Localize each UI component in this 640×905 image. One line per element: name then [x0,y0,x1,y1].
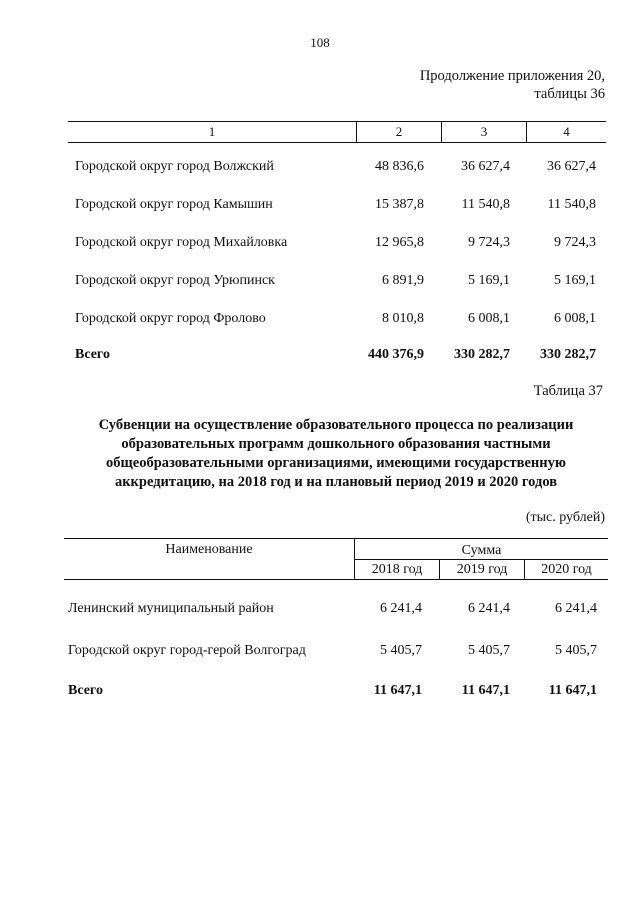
header-year-2020: 2020 год [541,562,592,577]
table-number: Таблица 37 [533,383,603,399]
units-note: (тыс. рублей) [525,510,605,525]
table36-header [68,121,606,143]
table-total-row [0,347,640,367]
total-2020: 330 282,7 [540,347,596,362]
value-2020: 5 405,7 [555,643,597,658]
table-row [0,197,640,217]
value-2018: 15 387,8 [375,197,424,212]
table-row [0,273,640,293]
total-2018: 11 647,1 [373,683,422,698]
total-2019: 11 647,1 [461,683,510,698]
value-2018: 6 891,9 [382,273,424,288]
table36-col-2: 2 [357,122,442,142]
value-2020: 36 627,4 [547,159,596,174]
value-2020: 9 724,3 [554,235,596,250]
value-2019: 36 627,4 [461,159,510,174]
table-row [0,311,640,331]
value-2019: 6 008,1 [468,311,510,326]
value-2019: 6 241,4 [468,601,510,616]
title-line: образовательных программ дошкольного образования частными [121,436,551,452]
continuation-line-2: таблицы 36 [534,86,605,102]
value-2018: 12 965,8 [375,235,424,250]
value-2019: 11 540,8 [461,197,510,212]
total-2020: 11 647,1 [548,683,597,698]
row-name: Городской округ город-герой Волгоград [68,643,306,658]
row-name: Городской округ город Фролово [75,311,266,326]
table37-header [64,538,608,580]
table-row [0,643,640,663]
row-name: Городской округ город Волжский [75,159,274,174]
table-total-row [0,683,640,703]
value-2018: 48 836,6 [375,159,424,174]
value-2020: 5 169,1 [554,273,596,288]
row-name: Городской округ город Урюпинск [75,273,275,288]
table36-col-3: 3 [442,122,527,142]
value-2019: 9 724,3 [468,235,510,250]
value-2018: 5 405,7 [380,643,422,658]
value-2018: 6 241,4 [380,601,422,616]
page-number: 108 [310,35,330,50]
total-label: Всего [75,347,110,362]
continuation-note [420,67,605,103]
value-2018: 8 010,8 [382,311,424,326]
table-title [60,416,612,492]
value-2019: 5 169,1 [468,273,510,288]
value-2020: 11 540,8 [547,197,596,212]
total-2018: 440 376,9 [368,347,424,362]
title-line: общеобразовательными организациями, имеющими государственную [106,455,566,471]
table-row [0,601,640,621]
header-year-2018: 2018 год [355,560,440,579]
header-year-2019: 2019 год [440,560,525,579]
header-name-cell [64,539,355,579]
table36-col-4: 4 [563,124,570,139]
total-label: Всего [68,683,103,698]
value-2019: 5 405,7 [468,643,510,658]
table36-col-1: 1 [68,122,357,142]
title-line: аккредитацию, на 2018 год и на плановый период 2019 и 2020 годов [114,474,558,490]
value-2020: 6 008,1 [554,311,596,326]
row-name: Городской округ город Камышин [75,197,273,212]
row-name: Ленинский муниципальный район [68,601,274,616]
row-name: Городской округ город Михайловка [75,235,288,250]
value-2020: 6 241,4 [555,601,597,616]
continuation-line-1: Продолжение приложения 20, [419,68,605,84]
title-line: Субвенции на осуществление образовательного процесса по реализации [98,417,574,433]
header-sum: Сумма [355,539,608,560]
table-row [0,159,640,179]
header-name: Наименование [165,542,253,557]
total-2019: 330 282,7 [454,347,510,362]
table-row [0,235,640,255]
